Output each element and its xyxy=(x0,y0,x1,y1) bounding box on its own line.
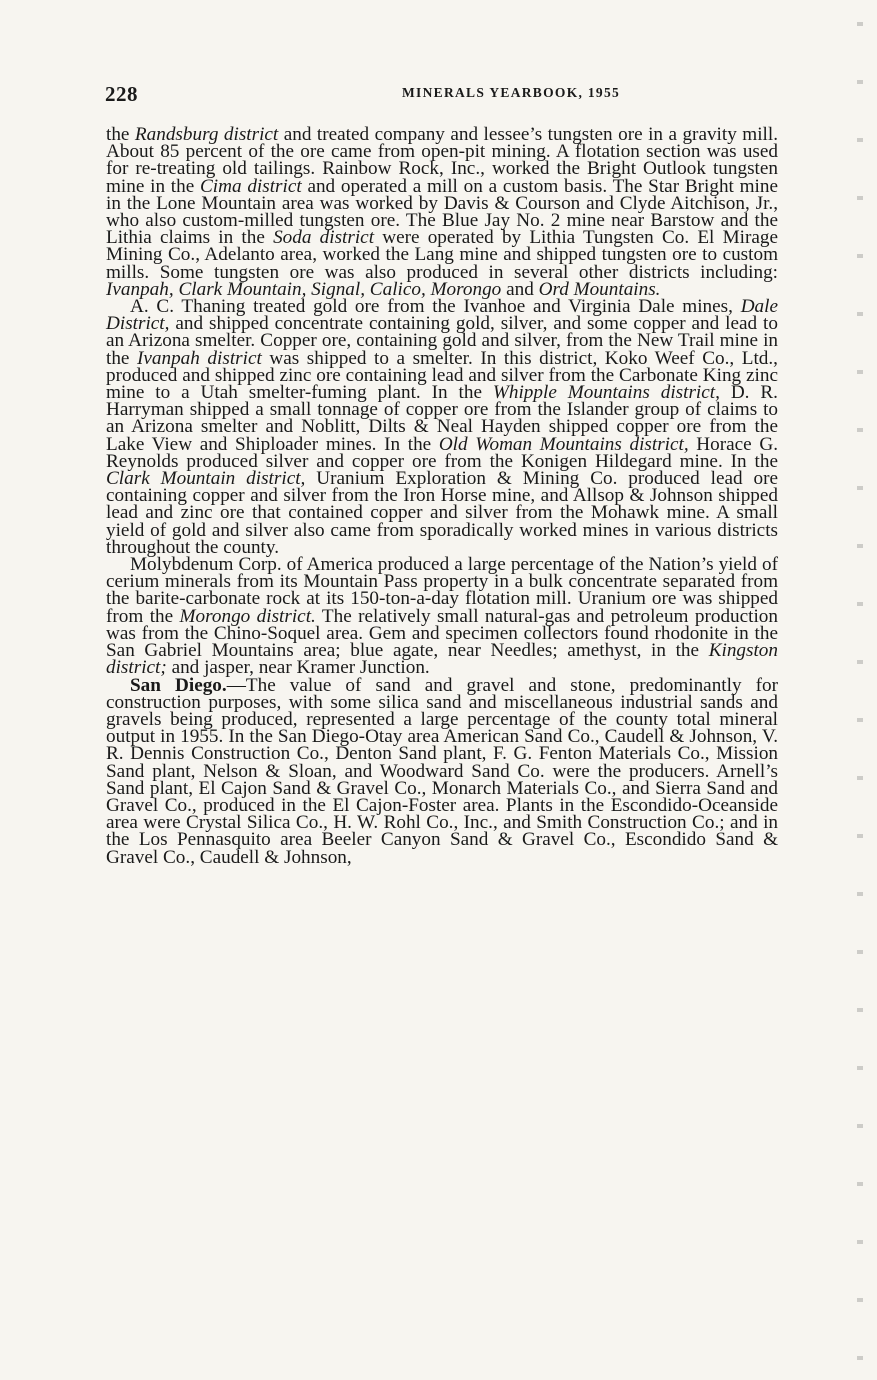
italic-term: Ord Mountains. xyxy=(538,278,661,300)
text-run: —The value of sand and gravel and stone, predominantly for construction purposes, with some silica sand and miscellaneous industrial sands and gravels being produced, represented a large percentage of the county total mineral output in 1955. In the San Diego-Otay area American Sand Co., Caudell & Johnson, V. R. Dennis Construction Co., Denton Sand plant, F. G. Fenton Materials Co., Mission Sand plant, Nelson & Sloan, and Woodward Sand Co. were the producers. Arnell’s Sand plant, El Cajon Sand & Gravel Co., Monarch Materials Co., and Sierra Sand and Gravel Co., produced in the El Cajon-Foster area. Plants in the Escondido-Oceanside area were Crystal Silica Co., H. W. Rohl Co., Inc., and Smith Construction Co.; and in the Los Pennasquito area Beeler Canyon Sand & Gravel Co., Escondido Sand & Gravel Co., Caudell & Johnson, xyxy=(106,674,778,868)
text-run: and xyxy=(501,278,539,300)
italic-term: Clark Mountain district, xyxy=(106,468,306,490)
italic-term: Kingston district; xyxy=(106,640,778,679)
page-header xyxy=(105,82,775,110)
italic-term: Randsburg district xyxy=(134,124,279,145)
italic-term: Dale District, xyxy=(106,296,778,335)
italic-term: Morongo district. xyxy=(179,605,316,627)
paragraph-3 xyxy=(106,554,778,679)
italic-term: Soda district xyxy=(273,227,375,249)
page-edge-shadow xyxy=(857,0,863,1380)
text-run: and jasper, near Kramer Junction. xyxy=(166,657,430,679)
text-run: A. C. Thaning treated gold ore from the Ivanhoe and Virginia Dale mines, xyxy=(130,296,741,318)
text-run: the xyxy=(106,124,135,145)
text-run: The relatively small natural-gas and petroleum production was from the Chino-Soquel area. Gem and specimen collectors found rhodonite in the San Gabriel Mountains area; blue agate, near Needles; amethyst, in the xyxy=(106,605,778,662)
body-text xyxy=(106,126,778,866)
paragraph-1 xyxy=(106,126,778,298)
run-in-heading: San Diego. xyxy=(130,674,227,696)
text-run: was shipped to a smelter. In this district, Koko Weef Co., Ltd., produced and shipped zinc ore containing lead and silver from the Carbonate King zinc mine to a Utah smelter-fuming plant. In the xyxy=(106,347,778,404)
text-run: and operated a mill on a custom basis. The Star Bright mine in the Lone Mountain area was worked by Davis & Courson and Clyde Aitchison, Jr., who also custom-milled tungsten ore. The Blue Jay No. 2 mine near Barstow and the Lithia claims in the xyxy=(106,175,778,249)
italic-term: Whipple Mountains district, xyxy=(492,382,720,404)
text-run: and treated company and lessee’s tungsten ore in a gravity mill. About 85 percent of the ore came from open-pit mining. A flotation section was used for re-treating old tailings. Rainbow Rock, Inc., worked the Bright Outlook tungsten mine in the xyxy=(106,124,778,197)
italic-term: Old Woman Mountains district, xyxy=(438,433,689,455)
text-run: D. R. Harryman shipped a small tonnage of copper ore from the Islander group of claims to an Arizona smelter and Noblitt, Dilts & Neal Hayden shipped copper ore from the Lake View and Shiploader mines. In the xyxy=(106,382,778,455)
text-run: were operated by Lithia Tungsten Co. El Mirage Mining Co., Adelanto area, worked the Lang mine and shipped tungsten ore to custom mills. Some tungsten ore was also produced in several other districts including: xyxy=(106,227,778,283)
text-run: Molybdenum Corp. of America produced a large percentage of the Nation’s yield of cerium minerals from its Mountain Pass property in a bulk concentrate separated from the barite-carbonate rock at its 150-ton-a-day flotation mill. Uranium ore was shipped from the xyxy=(106,554,778,627)
running-title: MINERALS YEARBOOK, 1955 xyxy=(402,85,621,100)
italic-term: Ivanpah district xyxy=(137,347,262,369)
italic-term: Ivanpah, Clark Mountain, Signal, Calico, Morongo xyxy=(106,278,502,300)
text-run: Uranium Exploration & Mining Co. produced lead ore containing copper and silver from the Iron Horse mine, and Allsop & Johnson shipped lead and zinc ore that contained copper and silver from the Mohawk mine. A small yield of gold and silver also came from sporadically worked mines in various districts throughout the county. xyxy=(106,468,779,558)
text-run: and shipped concentrate containing gold, silver, and some copper and lead to an Arizona smelter. Copper ore, containing gold and silver, from the New Trail mine in the xyxy=(106,313,778,369)
paragraph-4 xyxy=(106,674,778,868)
text-run: Horace G. Reynolds produced silver and copper ore from the Konigen Hildegard mine. In the xyxy=(106,433,778,472)
italic-term: Cima district xyxy=(199,175,302,197)
paragraph-2 xyxy=(106,298,778,556)
page-number: 228 xyxy=(105,82,138,106)
